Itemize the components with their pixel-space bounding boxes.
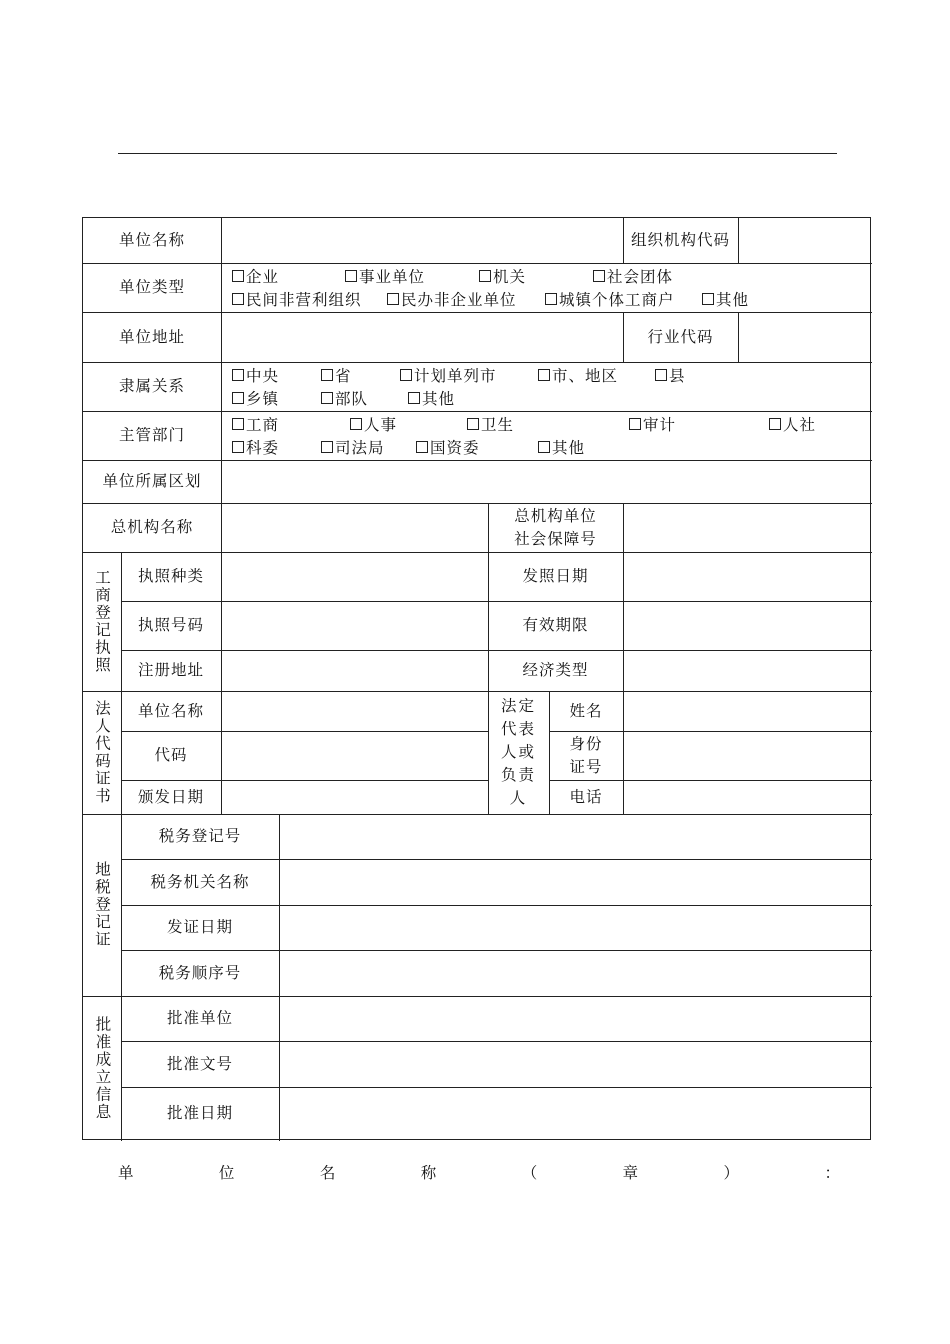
unit-type-option[interactable]: 事业单位: [345, 266, 425, 289]
checkbox-icon: [408, 392, 420, 404]
checkbox-icon: [232, 293, 244, 305]
issue-date-field[interactable]: [623, 552, 872, 601]
rep-id-label: 身份 证号: [569, 734, 603, 776]
footer-char: ：: [824, 1164, 840, 1182]
checkbox-icon: [387, 293, 399, 305]
tax-seq-no-label: 税务顺序号: [158, 963, 242, 982]
cert-issue-date-field[interactable]: [221, 780, 488, 814]
econ-type-field[interactable]: [623, 650, 872, 691]
legal-rep-label: 法定代表人或负责人: [500, 697, 536, 807]
unit-type-option[interactable]: 其他: [702, 289, 749, 312]
head-org-label: 总机构名称: [110, 518, 194, 536]
affiliation-option[interactable]: 乡镇: [232, 388, 279, 411]
checkbox-icon: [538, 441, 550, 453]
cert-code-label: 代码: [154, 746, 188, 764]
checkbox-icon: [232, 441, 244, 453]
valid-period-field[interactable]: [623, 601, 872, 650]
head-org-field[interactable]: [221, 503, 488, 552]
region-field[interactable]: [221, 460, 872, 503]
tax-office-label: 税务机关名称: [150, 872, 250, 891]
tax-office-field[interactable]: [279, 859, 872, 905]
cert-issue-date-label: 颁发日期: [137, 787, 204, 806]
checkbox-icon: [593, 270, 605, 282]
tax-reg-no-field[interactable]: [279, 814, 872, 859]
checkbox-icon: [350, 418, 362, 430]
license-type-label: 执照种类: [137, 567, 204, 585]
supervisor-option[interactable]: 科委: [232, 437, 279, 460]
approval-date-field[interactable]: [279, 1087, 872, 1139]
unit-type-options: [221, 263, 872, 312]
supervisor-option[interactable]: 卫生: [467, 414, 514, 437]
header-rule: [118, 153, 837, 154]
issue-date-label: 发照日期: [522, 567, 589, 585]
footer-char: （: [521, 1164, 538, 1182]
affiliation-option[interactable]: 县: [655, 365, 686, 388]
rep-name-field[interactable]: [623, 691, 872, 731]
local-tax-group-label: 地税登记证: [93, 861, 111, 949]
cert-unit-name-field[interactable]: [221, 691, 488, 731]
supervisor-option[interactable]: 其他: [538, 437, 585, 460]
license-type-field[interactable]: [221, 552, 488, 601]
supervisor-option[interactable]: 司法局: [321, 437, 385, 460]
tax-reg-no-label: 税务登记号: [158, 827, 242, 845]
footer-char: ）: [723, 1164, 740, 1182]
supervisor-option[interactable]: 人事: [350, 414, 397, 437]
legal-code-group-label: 法人代码证书: [93, 700, 111, 805]
business-license-group-label: 工商登记执照: [93, 569, 111, 674]
license-no-label: 执照号码: [137, 616, 204, 634]
registration-form: [82, 217, 871, 1140]
checkbox-icon: [321, 392, 333, 404]
reg-address-field[interactable]: [221, 650, 488, 691]
affiliation-option[interactable]: 其他: [408, 388, 455, 411]
org-code-field[interactable]: [738, 218, 872, 263]
license-no-field[interactable]: [221, 601, 488, 650]
econ-type-label: 经济类型: [522, 661, 589, 679]
affiliation-option[interactable]: 中央: [232, 365, 279, 388]
rep-phone-label: 电话: [569, 787, 603, 806]
approval-doc-no-field[interactable]: [279, 1041, 872, 1087]
cert-code-field[interactable]: [221, 731, 488, 780]
supervisor-option[interactable]: 国资委: [416, 437, 480, 460]
checkbox-icon: [629, 418, 641, 430]
affiliation-label: 隶属关系: [118, 377, 185, 395]
approval-unit-label: 批准单位: [166, 1009, 233, 1027]
approval-unit-field[interactable]: [279, 996, 872, 1041]
affiliation-option[interactable]: 市、地区: [538, 365, 618, 388]
approval-doc-no-label: 批准文号: [166, 1054, 233, 1073]
footer-char: 称: [420, 1164, 437, 1182]
unit-address-field[interactable]: [221, 312, 623, 362]
approval-date-label: 批准日期: [166, 1103, 233, 1122]
org-code-label: 组织机构代码: [630, 231, 730, 249]
checkbox-icon: [479, 270, 491, 282]
checkbox-icon: [655, 369, 667, 381]
unit-name-field[interactable]: [221, 218, 623, 263]
footer-char: 名: [319, 1164, 336, 1182]
tax-cert-date-field[interactable]: [279, 905, 872, 950]
unit-address-label: 单位地址: [118, 327, 185, 346]
checkbox-icon: [321, 441, 333, 453]
footer-char: 章: [622, 1164, 639, 1182]
affiliation-option[interactable]: 省: [321, 365, 352, 388]
unit-type-option[interactable]: 社会团体: [593, 266, 673, 289]
rep-phone-field[interactable]: [623, 780, 872, 814]
checkbox-icon: [232, 369, 244, 381]
head-org-ss-label: 总机构单位 社会保障号: [514, 506, 597, 548]
approval-group-label: 批准成立信息: [93, 1016, 112, 1121]
checkbox-icon: [232, 392, 244, 404]
affiliation-option[interactable]: 计划单列市: [400, 365, 497, 388]
unit-type-label: 单位类型: [118, 278, 185, 296]
unit-name-label: 单位名称: [118, 231, 185, 249]
checkbox-icon: [321, 369, 333, 381]
tax-cert-date-label: 发证日期: [166, 918, 233, 936]
checkbox-icon: [467, 418, 479, 430]
footer-char: 单: [118, 1164, 134, 1182]
checkbox-icon: [769, 418, 781, 430]
unit-type-option[interactable]: 城镇个体工商户: [545, 289, 675, 312]
footer-seal-line: [118, 1161, 840, 1183]
affiliation-option[interactable]: 部队: [321, 388, 368, 411]
head-org-ss-field[interactable]: [623, 503, 872, 552]
rep-id-field[interactable]: [623, 731, 872, 780]
reg-address-label: 注册地址: [137, 661, 204, 679]
rep-name-label: 姓名: [569, 701, 603, 720]
affiliation-options: [221, 362, 872, 411]
checkbox-icon: [232, 418, 244, 430]
checkbox-icon: [416, 441, 428, 453]
checkbox-icon: [545, 293, 557, 305]
checkbox-icon: [400, 369, 412, 381]
footer-char: 位: [218, 1164, 235, 1182]
industry-code-label: 行业代码: [647, 327, 714, 346]
unit-type-option[interactable]: 企业: [232, 266, 279, 289]
unit-type-option[interactable]: 机关: [479, 266, 526, 289]
supervisor-options: [221, 411, 872, 460]
cert-unit-name-label: 单位名称: [137, 701, 204, 720]
checkbox-icon: [702, 293, 714, 305]
region-label: 单位所属区划: [102, 472, 202, 490]
unit-type-option[interactable]: 民间非营利组织: [232, 289, 362, 312]
unit-type-option[interactable]: 民办非企业单位: [387, 289, 517, 312]
checkbox-icon: [345, 270, 357, 282]
supervisor-option[interactable]: 审计: [629, 414, 676, 437]
industry-code-field[interactable]: [738, 312, 872, 362]
supervisor-option[interactable]: 工商: [232, 414, 279, 437]
checkbox-icon: [538, 369, 550, 381]
supervisor-label: 主管部门: [118, 426, 185, 444]
tax-seq-no-field[interactable]: [279, 950, 872, 996]
checkbox-icon: [232, 270, 244, 282]
valid-period-label: 有效期限: [522, 616, 589, 634]
supervisor-option[interactable]: 人社: [769, 414, 816, 437]
